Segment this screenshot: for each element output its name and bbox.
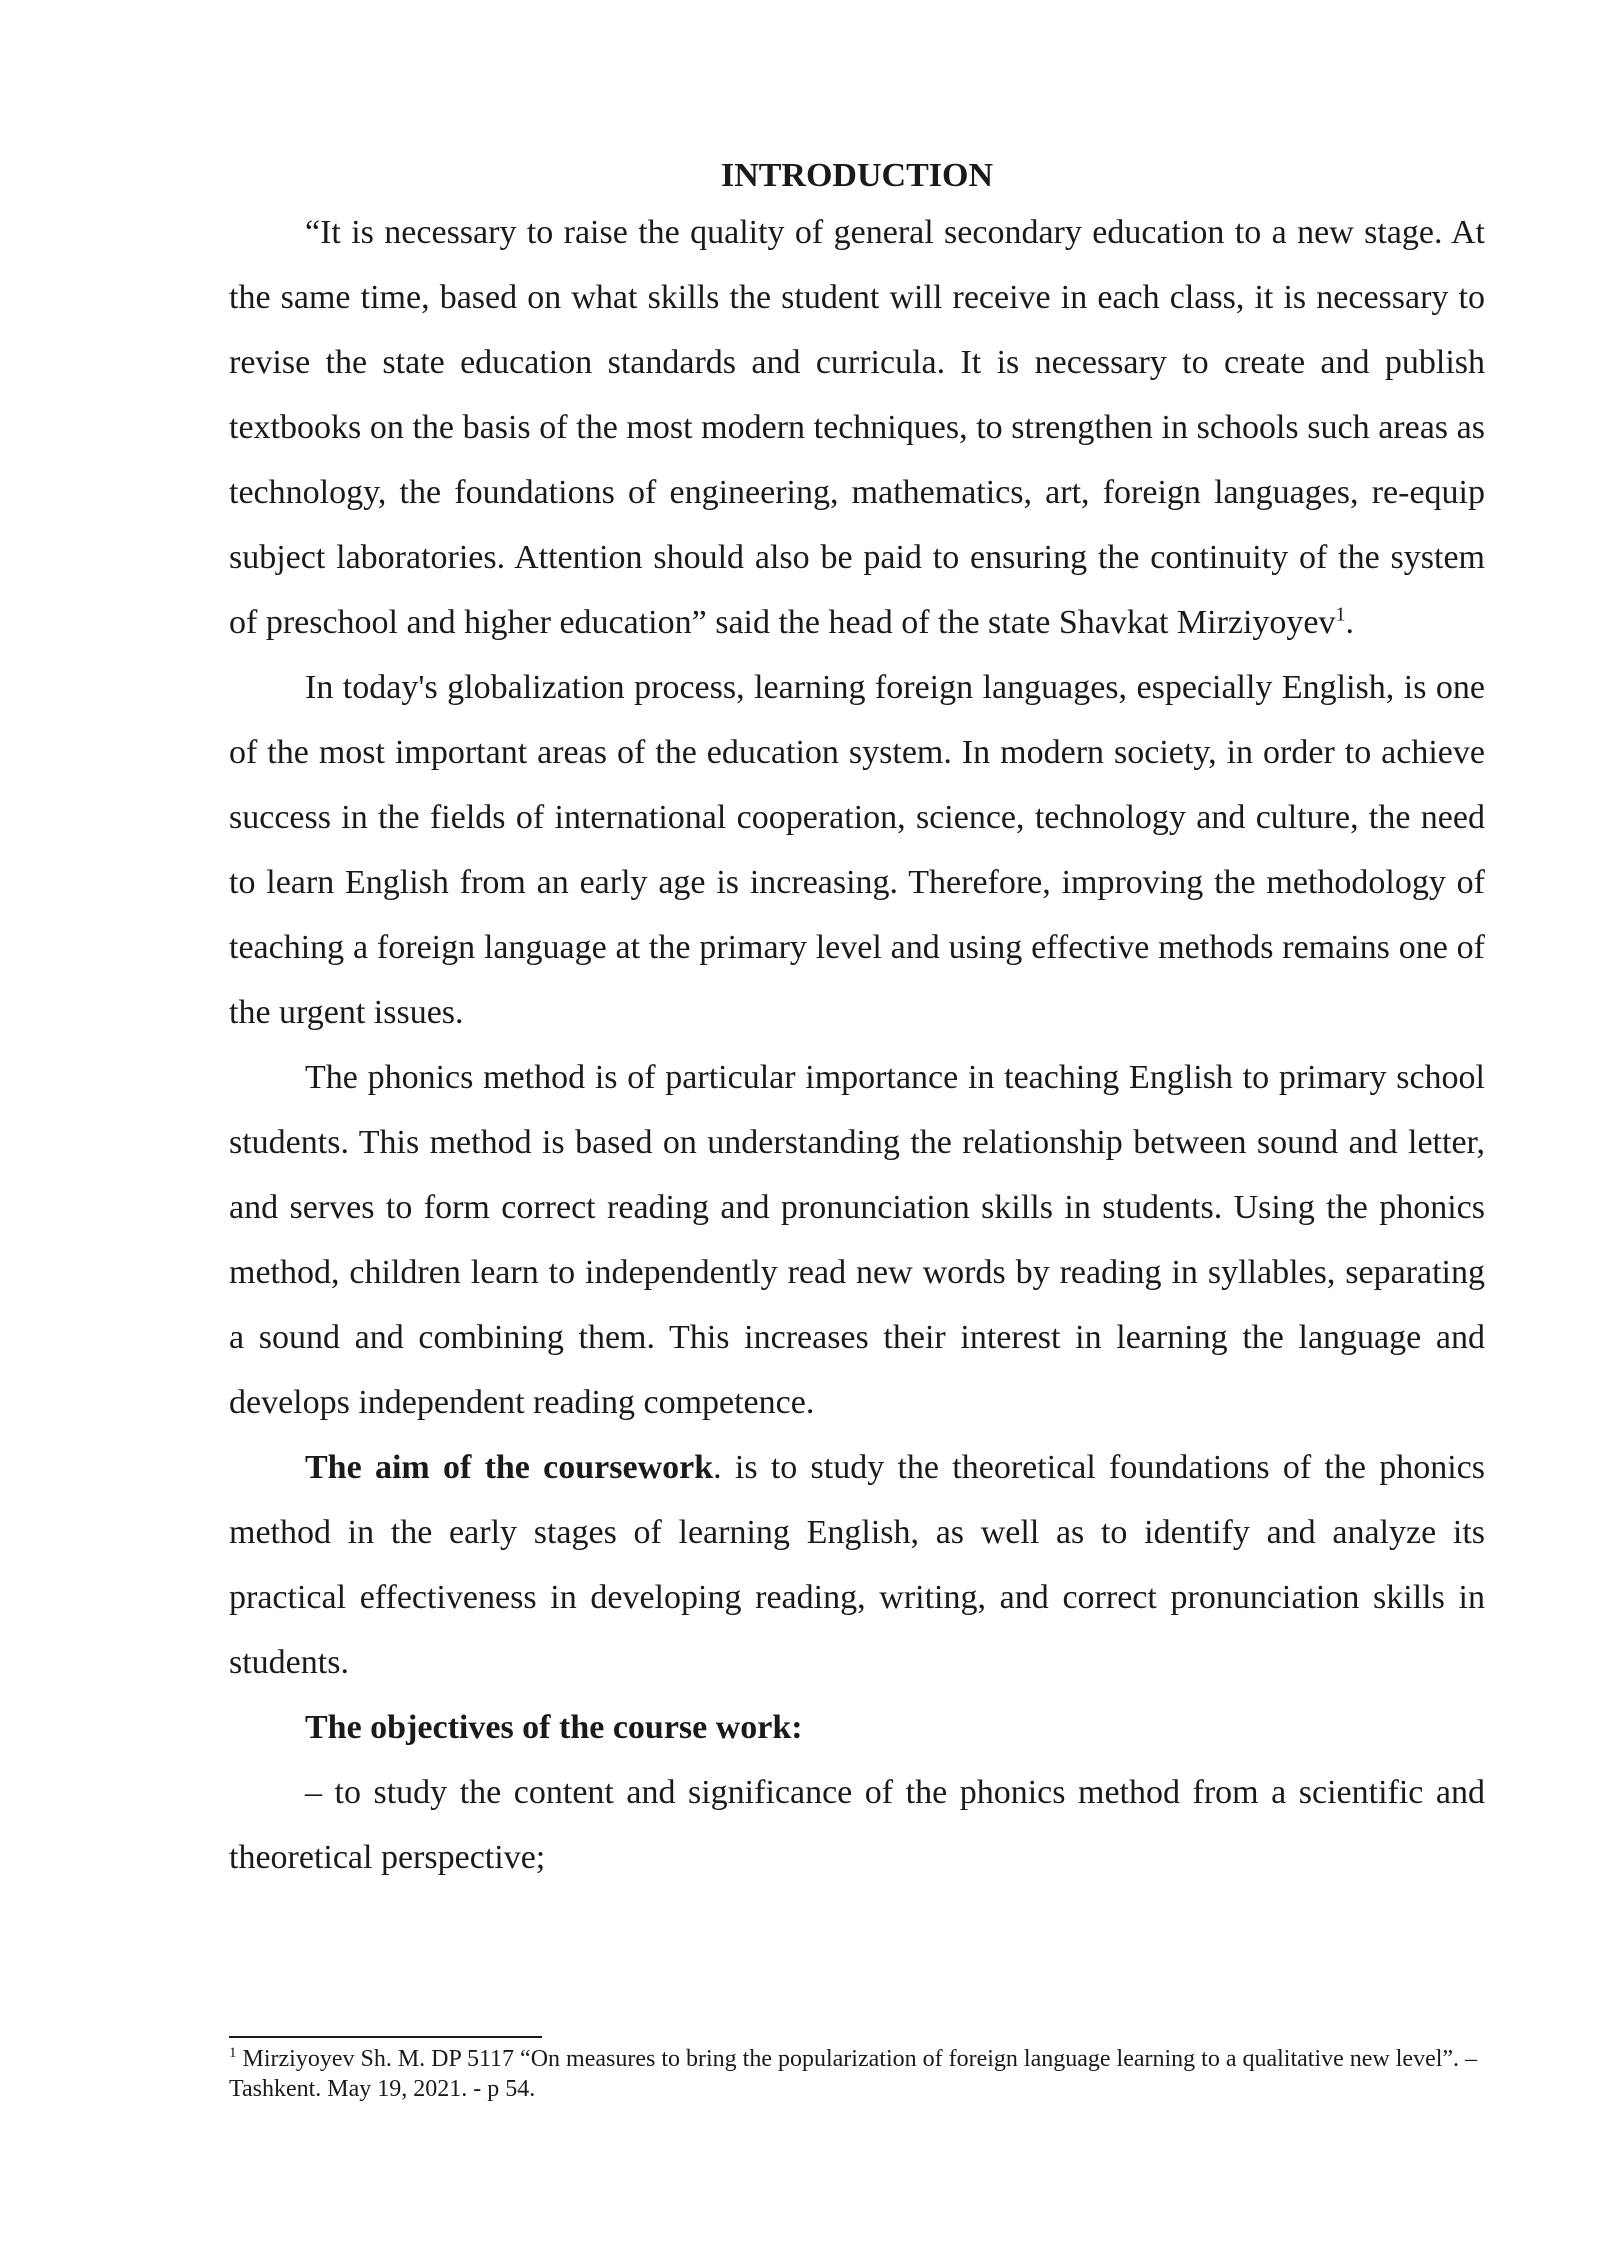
- footnote-reference[interactable]: 1: [1335, 603, 1346, 626]
- page-title: INTRODUCTION: [720, 157, 994, 194]
- paragraph-aim: [229, 1435, 1485, 1695]
- footnote-number: 1: [229, 2045, 237, 2061]
- aim-heading: The aim of the coursework: [305, 1449, 714, 1486]
- footnote-divider: [229, 2036, 542, 2038]
- paragraph-objective-1: – to study the content and significance of the phonics method from a scientific and theoretical perspective;: [229, 1774, 1485, 1876]
- paragraph-quote: [229, 200, 1485, 655]
- aim-text: . is to study the theoretical foundations of the phonics method in the early stages of learning English, as well as to identify and analyze its practical effectiveness in developing reading, writing, and correct pronunciation skills in students.: [229, 1449, 1485, 1681]
- paragraph-phonics: The phonics method is of particular importance in teaching English to primary school students. This method is based on understanding the relationship between sound and letter, and serves to form correct reading and pronunciation skills in students. Using the phonics method, children learn to independently read new words by reading in syllables, separating a sound and combining them. This increases their interest in learning the language and develops independent reading competence.: [229, 1059, 1485, 1421]
- document-page: [229, 150, 1485, 1890]
- paragraph-quote-text: “It is necessary to raise the quality of general secondary education to a new stage. At the same time, based on what skills the student will receive in each class, it is necessary to revise the state education standards and curricula. It is necessary to create and publish textbooks on the basis of the most modern techniques, to strengthen in schools such areas as technology, the foundations of engineering, mathematics, art, foreign languages, re-equip subject laboratories. Attention should also be paid to ensuring the continuity of the system of preschool and higher education” said the head of the state Shavkat Mirziyoyev: [229, 214, 1485, 641]
- footnote-text: Mirziyoyev Sh. M. DP 5117 “On measures to bring the popularization of foreign language learning to a qualitative new level”. – Tashkent. May 19, 2021. - p 54.: [229, 2046, 1478, 2102]
- paragraph-objectives-heading: [229, 1695, 1485, 1760]
- objectives-heading: The objectives of the course work:: [305, 1709, 803, 1746]
- paragraph-quote-end: .: [1345, 604, 1355, 641]
- footnote: [229, 2044, 1485, 2104]
- paragraph-globalization: In today's globalization process, learning foreign languages, especially English, is one of the most important areas of the education system. In modern society, in order to achieve success in the fields of international cooperation, science, technology and culture, the need to learn English from an early age is increasing. Therefore, improving the methodology of teaching a foreign language at the primary level and using effective methods remains one of the urgent issues.: [229, 669, 1485, 1031]
